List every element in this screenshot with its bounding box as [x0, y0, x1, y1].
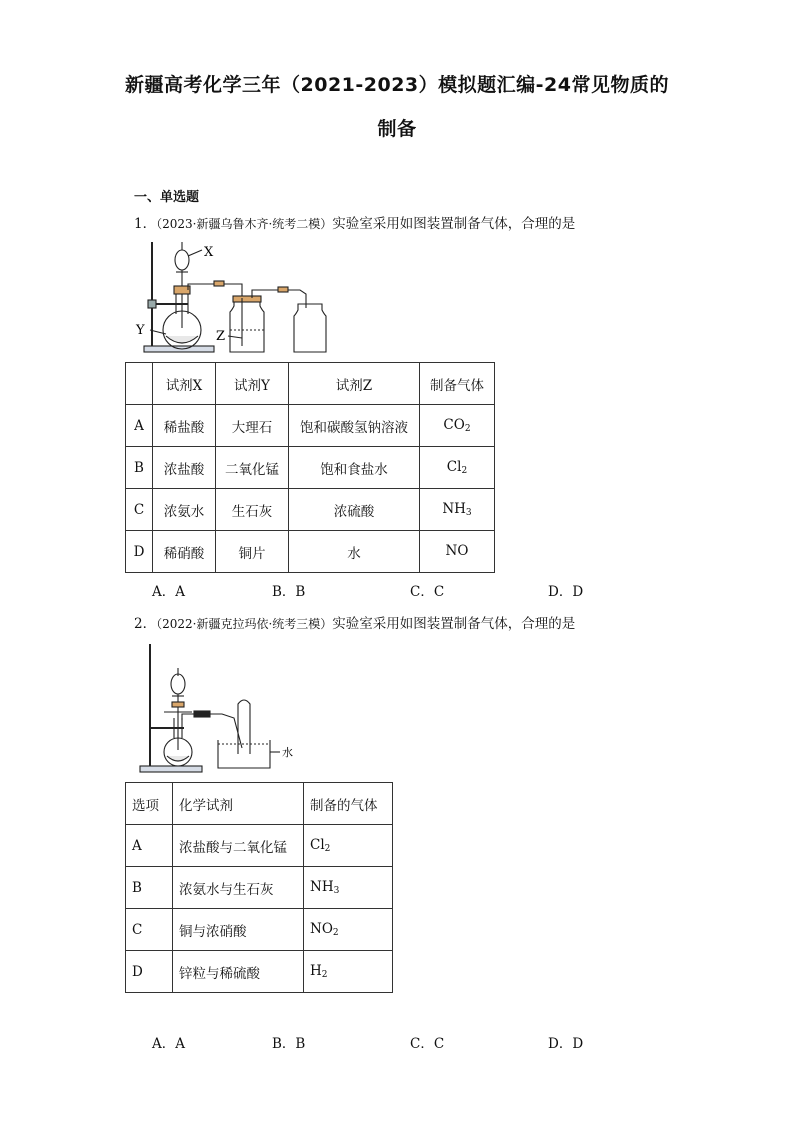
option-cell: D — [126, 951, 173, 993]
reagent-cell: 浓盐酸与二氧化锰 — [173, 825, 304, 867]
figure-label-y: Y — [136, 323, 145, 338]
header-cell: 制备气体 — [420, 363, 495, 405]
header-cell: 选项 — [126, 783, 173, 825]
option-cell: A — [126, 405, 153, 447]
choice-d[interactable]: D．D — [548, 584, 584, 600]
question-1-table — [125, 362, 495, 573]
reagent-x-cell: 浓盐酸 — [153, 447, 216, 489]
choice-c[interactable]: C．C — [410, 584, 445, 600]
header-cell: 化学试剂 — [173, 783, 304, 825]
document-title-line-1: 新疆高考化学三年（2021-2023）模拟题汇编-24常见物质的 — [125, 74, 669, 96]
table-header-row — [126, 363, 495, 405]
figure-label-water: 水 — [282, 746, 293, 759]
table-row — [126, 447, 495, 489]
gas-cell: $NH_3$ — [420, 489, 495, 531]
choice-d[interactable]: D．D — [548, 1036, 584, 1052]
gas-cell: $H_2$ — [304, 951, 393, 993]
reagent-x-cell: 浓氨水 — [153, 489, 216, 531]
figure-label-x: X — [204, 245, 214, 260]
option-cell: B — [126, 447, 153, 489]
question-2-table — [125, 782, 393, 993]
reagent-cell: 铜与浓硝酸 — [173, 909, 304, 951]
reagent-y-cell: 铜片 — [216, 531, 289, 573]
reagent-y-cell: 二氧化锰 — [216, 447, 289, 489]
option-cell: C — [126, 909, 173, 951]
option-cell: C — [126, 489, 153, 531]
choice-b[interactable]: B．B — [272, 584, 306, 600]
choice-c[interactable]: C．C — [410, 1036, 445, 1052]
table-row — [126, 531, 495, 573]
figure-label-z: Z — [216, 329, 226, 344]
gas-cell: $NO_2$ — [304, 909, 393, 951]
header-cell: 试剂X — [153, 363, 216, 405]
table-row — [126, 951, 393, 993]
option-cell: A — [126, 825, 173, 867]
gas-cell: $NH_3$ — [304, 867, 393, 909]
question-number: 2． — [134, 616, 157, 632]
question-number: 1． — [134, 216, 157, 232]
gas-cell: $Cl_2$ — [304, 825, 393, 867]
choice-a[interactable]: A．A — [152, 584, 185, 600]
reagent-z-cell: 饱和碳酸氢钠溶液 — [289, 405, 420, 447]
header-cell: 制备的气体 — [304, 783, 393, 825]
reagent-z-cell: 饱和食盐水 — [289, 447, 420, 489]
choice-a[interactable]: A．A — [152, 1036, 185, 1052]
reagent-x-cell: 稀盐酸 — [153, 405, 216, 447]
reagent-x-cell: 稀硝酸 — [153, 531, 216, 573]
table-row — [126, 825, 393, 867]
reagent-z-cell: 水 — [289, 531, 420, 573]
section-heading: 一、单选题 — [134, 190, 200, 205]
table-header-row — [126, 783, 393, 825]
question-text: 实验室采用如图装置制备气体，合理的是 — [332, 616, 576, 632]
question-source: （2023·新疆乌鲁木齐·统考二模） — [156, 217, 333, 231]
reagent-z-cell: 浓硫酸 — [289, 489, 420, 531]
question-1-stem — [134, 212, 575, 232]
reagent-cell: 浓氨水与生石灰 — [173, 867, 304, 909]
table-row — [126, 867, 393, 909]
gas-cell: NO — [420, 531, 495, 573]
question-1-apparatus-figure — [130, 238, 340, 358]
table-row — [126, 405, 495, 447]
option-cell: D — [126, 531, 153, 573]
table-row — [126, 489, 495, 531]
header-cell: 试剂Y — [216, 363, 289, 405]
question-2-stem — [134, 612, 575, 632]
gas-cell: $CO_2$ — [420, 405, 495, 447]
document-title-line-2: 制备 — [377, 118, 417, 140]
reagent-y-cell: 大理石 — [216, 405, 289, 447]
gas-cell: $Cl_2$ — [420, 447, 495, 489]
question-2-apparatus-figure — [130, 640, 300, 778]
header-cell: 试剂Z — [289, 363, 420, 405]
question-text: 实验室采用如图装置制备气体，合理的是 — [332, 216, 576, 232]
choice-b[interactable]: B．B — [272, 1036, 306, 1052]
reagent-cell: 锌粒与稀硫酸 — [173, 951, 304, 993]
header-cell — [126, 363, 153, 405]
reagent-y-cell: 生石灰 — [216, 489, 289, 531]
table-row — [126, 909, 393, 951]
question-source: （2022·新疆克拉玛依·统考三模） — [156, 617, 333, 631]
option-cell: B — [126, 867, 173, 909]
